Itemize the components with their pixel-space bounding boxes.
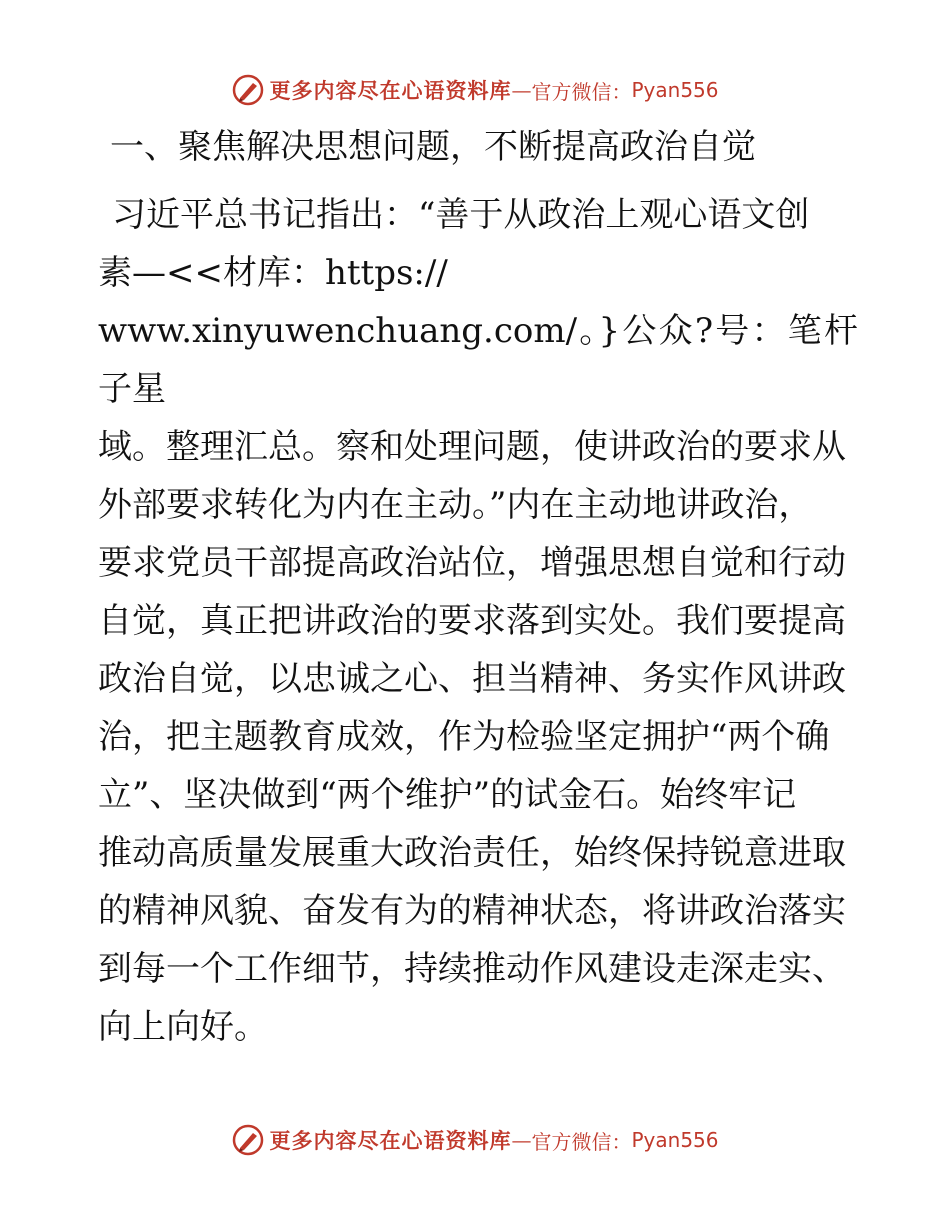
- footer-banner: [0, 1120, 950, 1160]
- banner-wechat-id: Pyan556: [631, 1128, 719, 1152]
- body-paragraph: [98, 186, 858, 1056]
- section-heading: 一、聚焦解决思想问题，不断提高政治自觉: [110, 127, 756, 167]
- paragraph-line: 治，把主题教育成效，作为检验坚定拥护“两个确: [98, 717, 830, 757]
- paragraph-line: 到每一个工作细节，持续推动作风建设走深走实、: [98, 949, 846, 989]
- paragraph-line: 素—<<材库：https://: [98, 253, 448, 293]
- paragraph-line: 立”、坚决做到“两个维护”的试金石。始终牢记: [98, 775, 797, 815]
- paragraph-line: 外部要求转化为内在主动。”内在主动地讲政治，: [98, 485, 813, 525]
- header-banner: [0, 70, 950, 110]
- paragraph-line: 推动高质量发展重大政治责任，始终保持锐意进取: [98, 833, 846, 873]
- pen-logo-icon: [231, 73, 265, 107]
- banner-wechat-label: 官方微信：: [531, 79, 632, 104]
- banner-separator: —: [511, 1128, 532, 1152]
- banner-wechat-id: Pyan556: [631, 78, 719, 102]
- paragraph-line: 自觉，真正把讲政治的要求落到实处。我们要提高: [98, 601, 846, 641]
- paragraph-line: 习近平总书记指出：“善于从政治上观心语文创: [112, 195, 810, 235]
- paragraph-line: 的精神风貌、奋发有为的精神状态，将讲政治落实: [98, 891, 846, 931]
- paragraph-line: 要求党员干部提高政治站位，增强思想自觉和行动: [98, 543, 846, 583]
- document-body: [98, 122, 858, 1056]
- paragraph-line: 域。整理汇总。察和处理问题，使讲政治的要求从: [98, 427, 846, 467]
- paragraph-line: www.xinyuwenchuang.com/。}公众?号：笔杆子星: [98, 311, 858, 409]
- banner-text: 更多内容尽在心语资料库: [269, 1128, 512, 1153]
- banner-text: 更多内容尽在心语资料库: [269, 78, 512, 103]
- paragraph-line: 向上向好。: [98, 1007, 268, 1047]
- banner-wechat-label: 官方微信：: [531, 1129, 632, 1154]
- paragraph-line: 政治自觉，以忠诚之心、担当精神、务实作风讲政: [98, 659, 846, 699]
- banner-separator: —: [511, 78, 532, 102]
- pen-logo-icon: [231, 1123, 265, 1157]
